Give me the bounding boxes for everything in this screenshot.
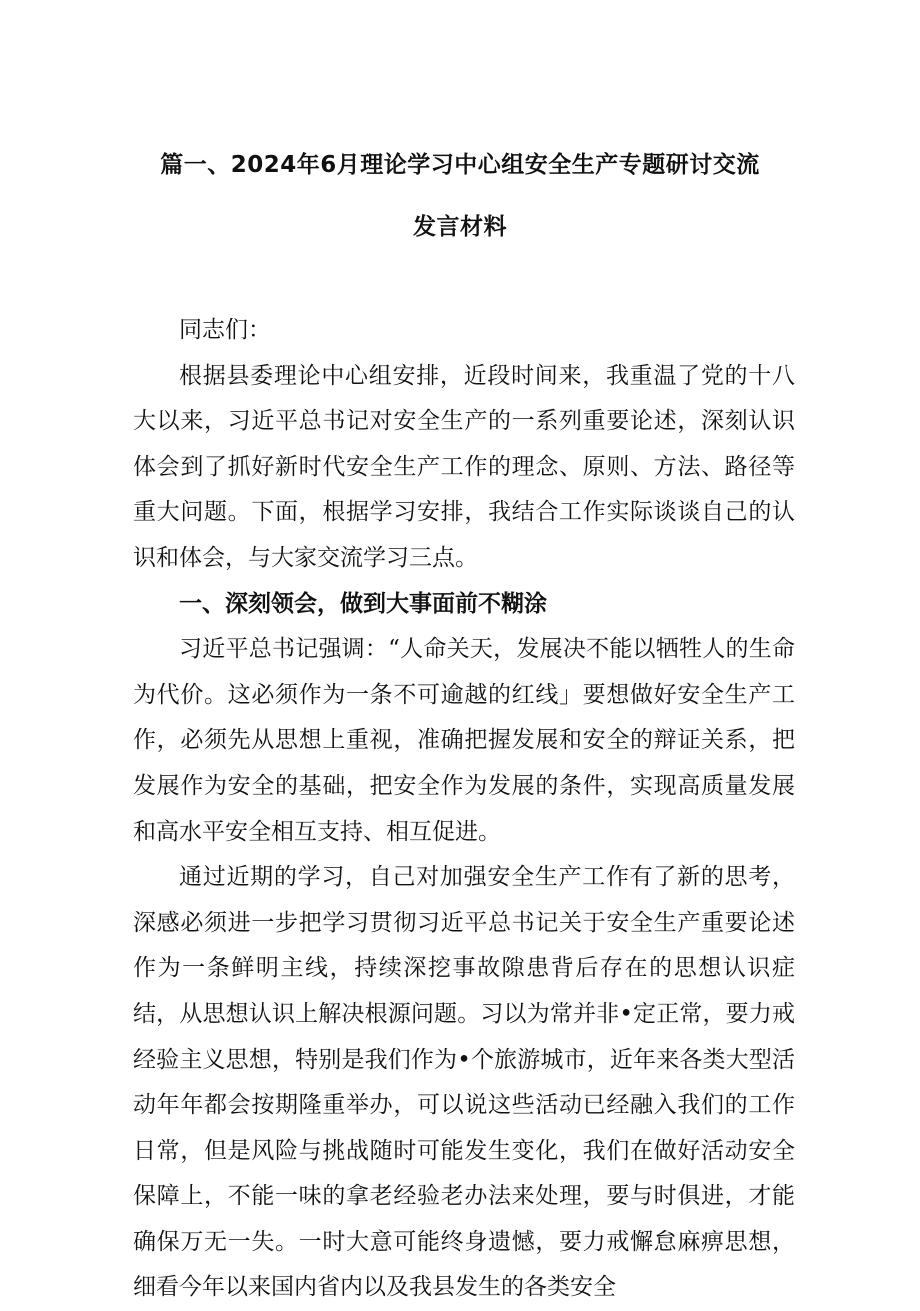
paragraph-reflection: 通过近期的学习，自己对加强安全生产工作有了新的思考，深感必须进一步把学习贯彻习近平总书记关于安全生产重要论述作为一条鲜明主线，持续深挖事故隙患背后存在的思想认识症结，从思想认识上解决根源问题。习以为常并非•定正常，要力戒经验主义思想，特别是我们作为•个旅游城市，近年来各类大型活动年年都会按期隆重举办，可以说这些活动已经融入我们的工作日常，但是风险与挑战随时可能发生变化，我们在做好活动安全保障上，不能一味的拿老经验老办法来处理，要与时俱进，才能确保万无一失。一时大意可能终身遗憾，要力戒懈怠麻痹思想，细看今年以来国内省内以及我县发生的各类安全 bbox=[133, 864, 795, 1301]
document-title-line-2: 发言材料 bbox=[413, 214, 507, 240]
section-heading-1: 一、深刻领会，做到大事面前不糊涂 bbox=[179, 590, 547, 617]
paragraph-intro: 根据县委理论中心组安排，近段时间来，我重温了党的十八大以来，习近平总书记对安全生产的一系列重要论述，深刻认识体会到了抓好新时代安全生产工作的理念、原则、方法、路径等重大问题。下面，根据学习安排，我结合工作实际谈谈自己的认识和体会，与大家交流学习三点。 bbox=[133, 362, 795, 571]
paragraph-quote: 习近平总书记强调：“人命关天，发展决不能以牺牲人的生命为代价。这必须作为一条不可逾越的红线」要想做好安全生产工作，必须先从思想上重视，准确把握发展和安全的辩证关系，把发展作为安全的基础，把安全作为发展的条件，实现高质量发展和高水平安全相互支持、相互促进。 bbox=[133, 636, 795, 845]
document-body bbox=[133, 308, 795, 1311]
document-title-line-1: 篇一、2024年6月理论学习中心组安全生产专题研讨交流 bbox=[160, 152, 760, 178]
salutation: 同志们： bbox=[179, 317, 271, 343]
